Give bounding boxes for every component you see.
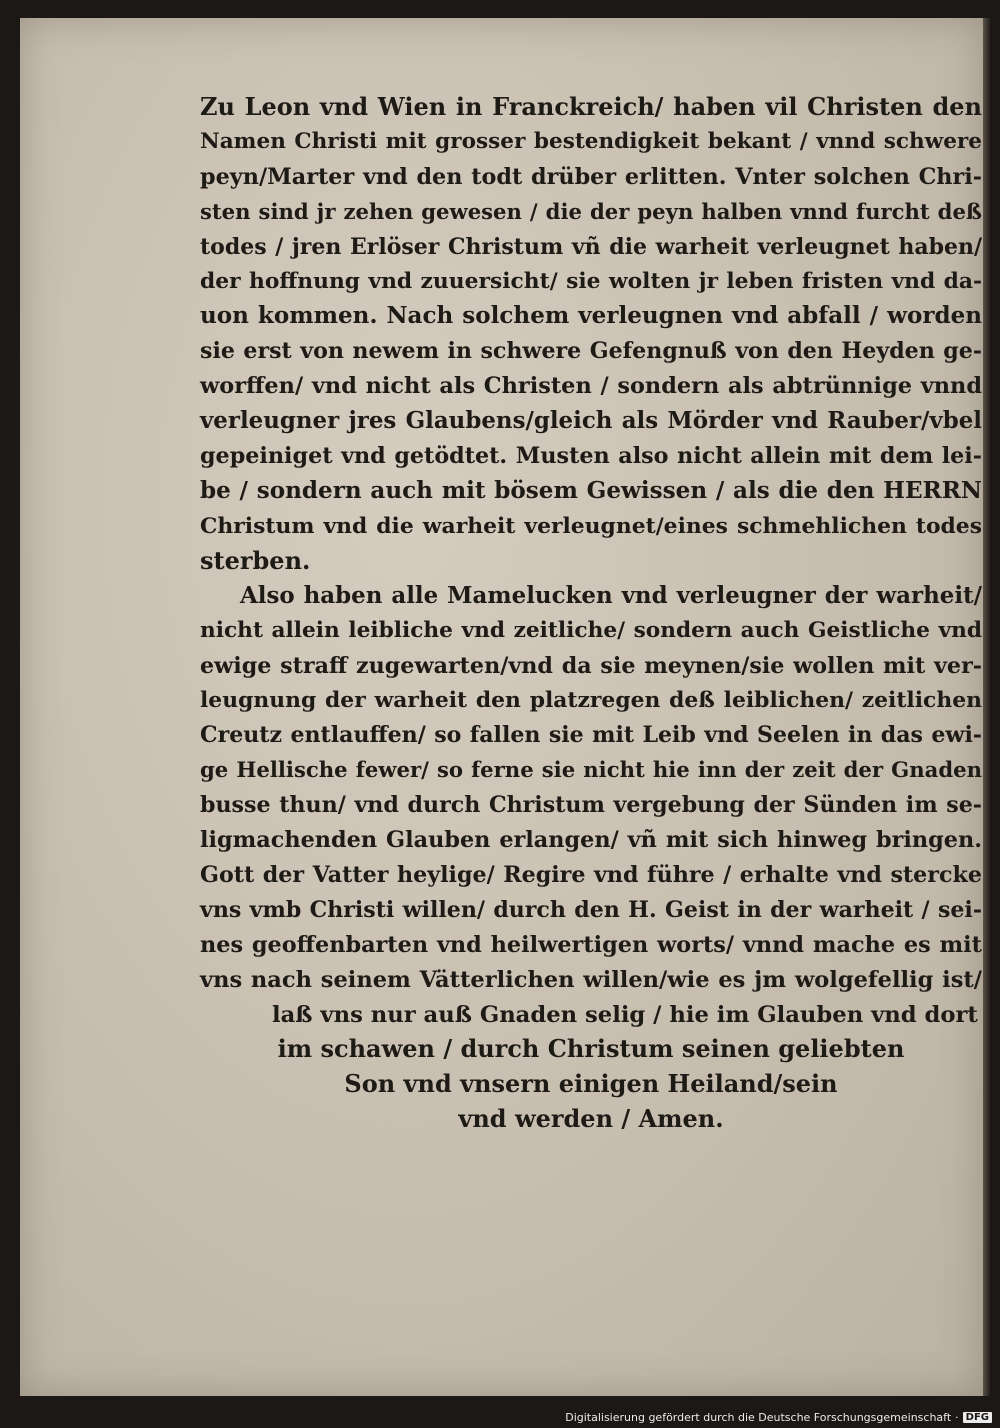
text-line: sie erst von newem in schwere Gefengnuß von den Heyden ge- <box>200 338 982 365</box>
closing-line: laß vns nur auß Gnaden selig / hie im Glauben vnd dort <box>272 1001 978 1028</box>
text-line: Namen Christi mit grosser bestendigkeit bekant / vnnd schwere <box>200 128 982 154</box>
text-line: peyn/Marter vnd den todt drüber erlitten. Vnter solchen Chri- <box>200 163 982 190</box>
text-line: Christum vnd die warheit verleugnet/eines schmehlichen todes <box>200 512 982 539</box>
text-line: busse thun/ vnd durch Christum vergebung der Sünden im se- <box>200 792 982 819</box>
text-line: gepeiniget vnd getödtet. Musten also nicht allein mit dem lei- <box>200 443 982 470</box>
dfg-logo: DFG <box>963 1412 992 1423</box>
text-line: worffen/ vnd nicht als Christen / sondern als abtrünnige vnnd <box>200 373 982 400</box>
text-line: Also haben alle Mamelucken vnd verleugner der warheit/ <box>240 581 982 609</box>
text-line: todes / jren Erlöser Christum vñ die warheit verleugnet haben/ <box>200 233 982 260</box>
text-line: leugnung der warheit den platzregen deß leiblichen/ zeitlichen <box>200 687 982 714</box>
text-line: sten sind jr zehen gewesen / die der peyn halben vnnd furcht deß <box>200 198 982 224</box>
text-line: verleugner jres Glaubens/gleich als Mörder vnd Rauber/vbel <box>200 407 982 435</box>
text-line: sterben. <box>200 545 311 575</box>
closing-line: Son vnd vnsern einigen Heiland/sein <box>344 1069 838 1099</box>
text-line: vns nach seinem Vätterlichen willen/wie es jm wolgefellig ist/ <box>200 966 982 993</box>
page-edge <box>983 18 990 1396</box>
text-line: der hoffnung vnd zuuersicht/ sie wolten jr leben fristen vnd da- <box>200 268 982 294</box>
credit-text: Digitalisierung gefördert durch die Deutsche Forschungsgemeinschaft <box>565 1411 952 1424</box>
closing-line: vnd werden / Amen. <box>458 1104 724 1134</box>
text-line: Gott der Vatter heylige/ Regire vnd führe / erhalte vnd stercke <box>200 861 982 888</box>
text-line: nes geoffenbarten vnd heilwertigen worts/ vnnd mache es mit <box>200 931 982 958</box>
text-line: Zu Leon vnd Wien in Franckreich/ haben vil Christen den <box>200 92 982 121</box>
text-line: be / sondern auch mit bösem Gewissen / als die den HERRN <box>200 476 982 504</box>
text-line: ewige straff zugewarten/vnd da sie meynen/sie wollen mit ver- <box>200 652 982 679</box>
text-line: vns vmb Christi willen/ durch den H. Geist in der warheit / sei- <box>200 896 982 923</box>
separator-dot: · <box>955 1411 959 1424</box>
body-text <box>200 90 982 1137</box>
text-line: Creutz entlauffen/ so fallen sie mit Leib vnd Seelen in das ewi- <box>200 722 982 749</box>
text-line: ligmachenden Glauben erlangen/ vñ mit sich hinweg bringen. <box>200 827 982 854</box>
digitization-credit <box>565 1411 992 1424</box>
text-line: uon kommen. Nach solchem verleugnen vnd abfall / worden <box>200 302 982 330</box>
text-line: nicht allein leibliche vnd zeitliche/ sondern auch Geistliche vnd <box>200 617 982 643</box>
closing-line: im schawen / durch Christum seinen geliebten <box>277 1034 905 1064</box>
text-line: ge Hellische fewer/ so ferne sie nicht hie inn der zeit der Gnaden <box>200 757 982 783</box>
